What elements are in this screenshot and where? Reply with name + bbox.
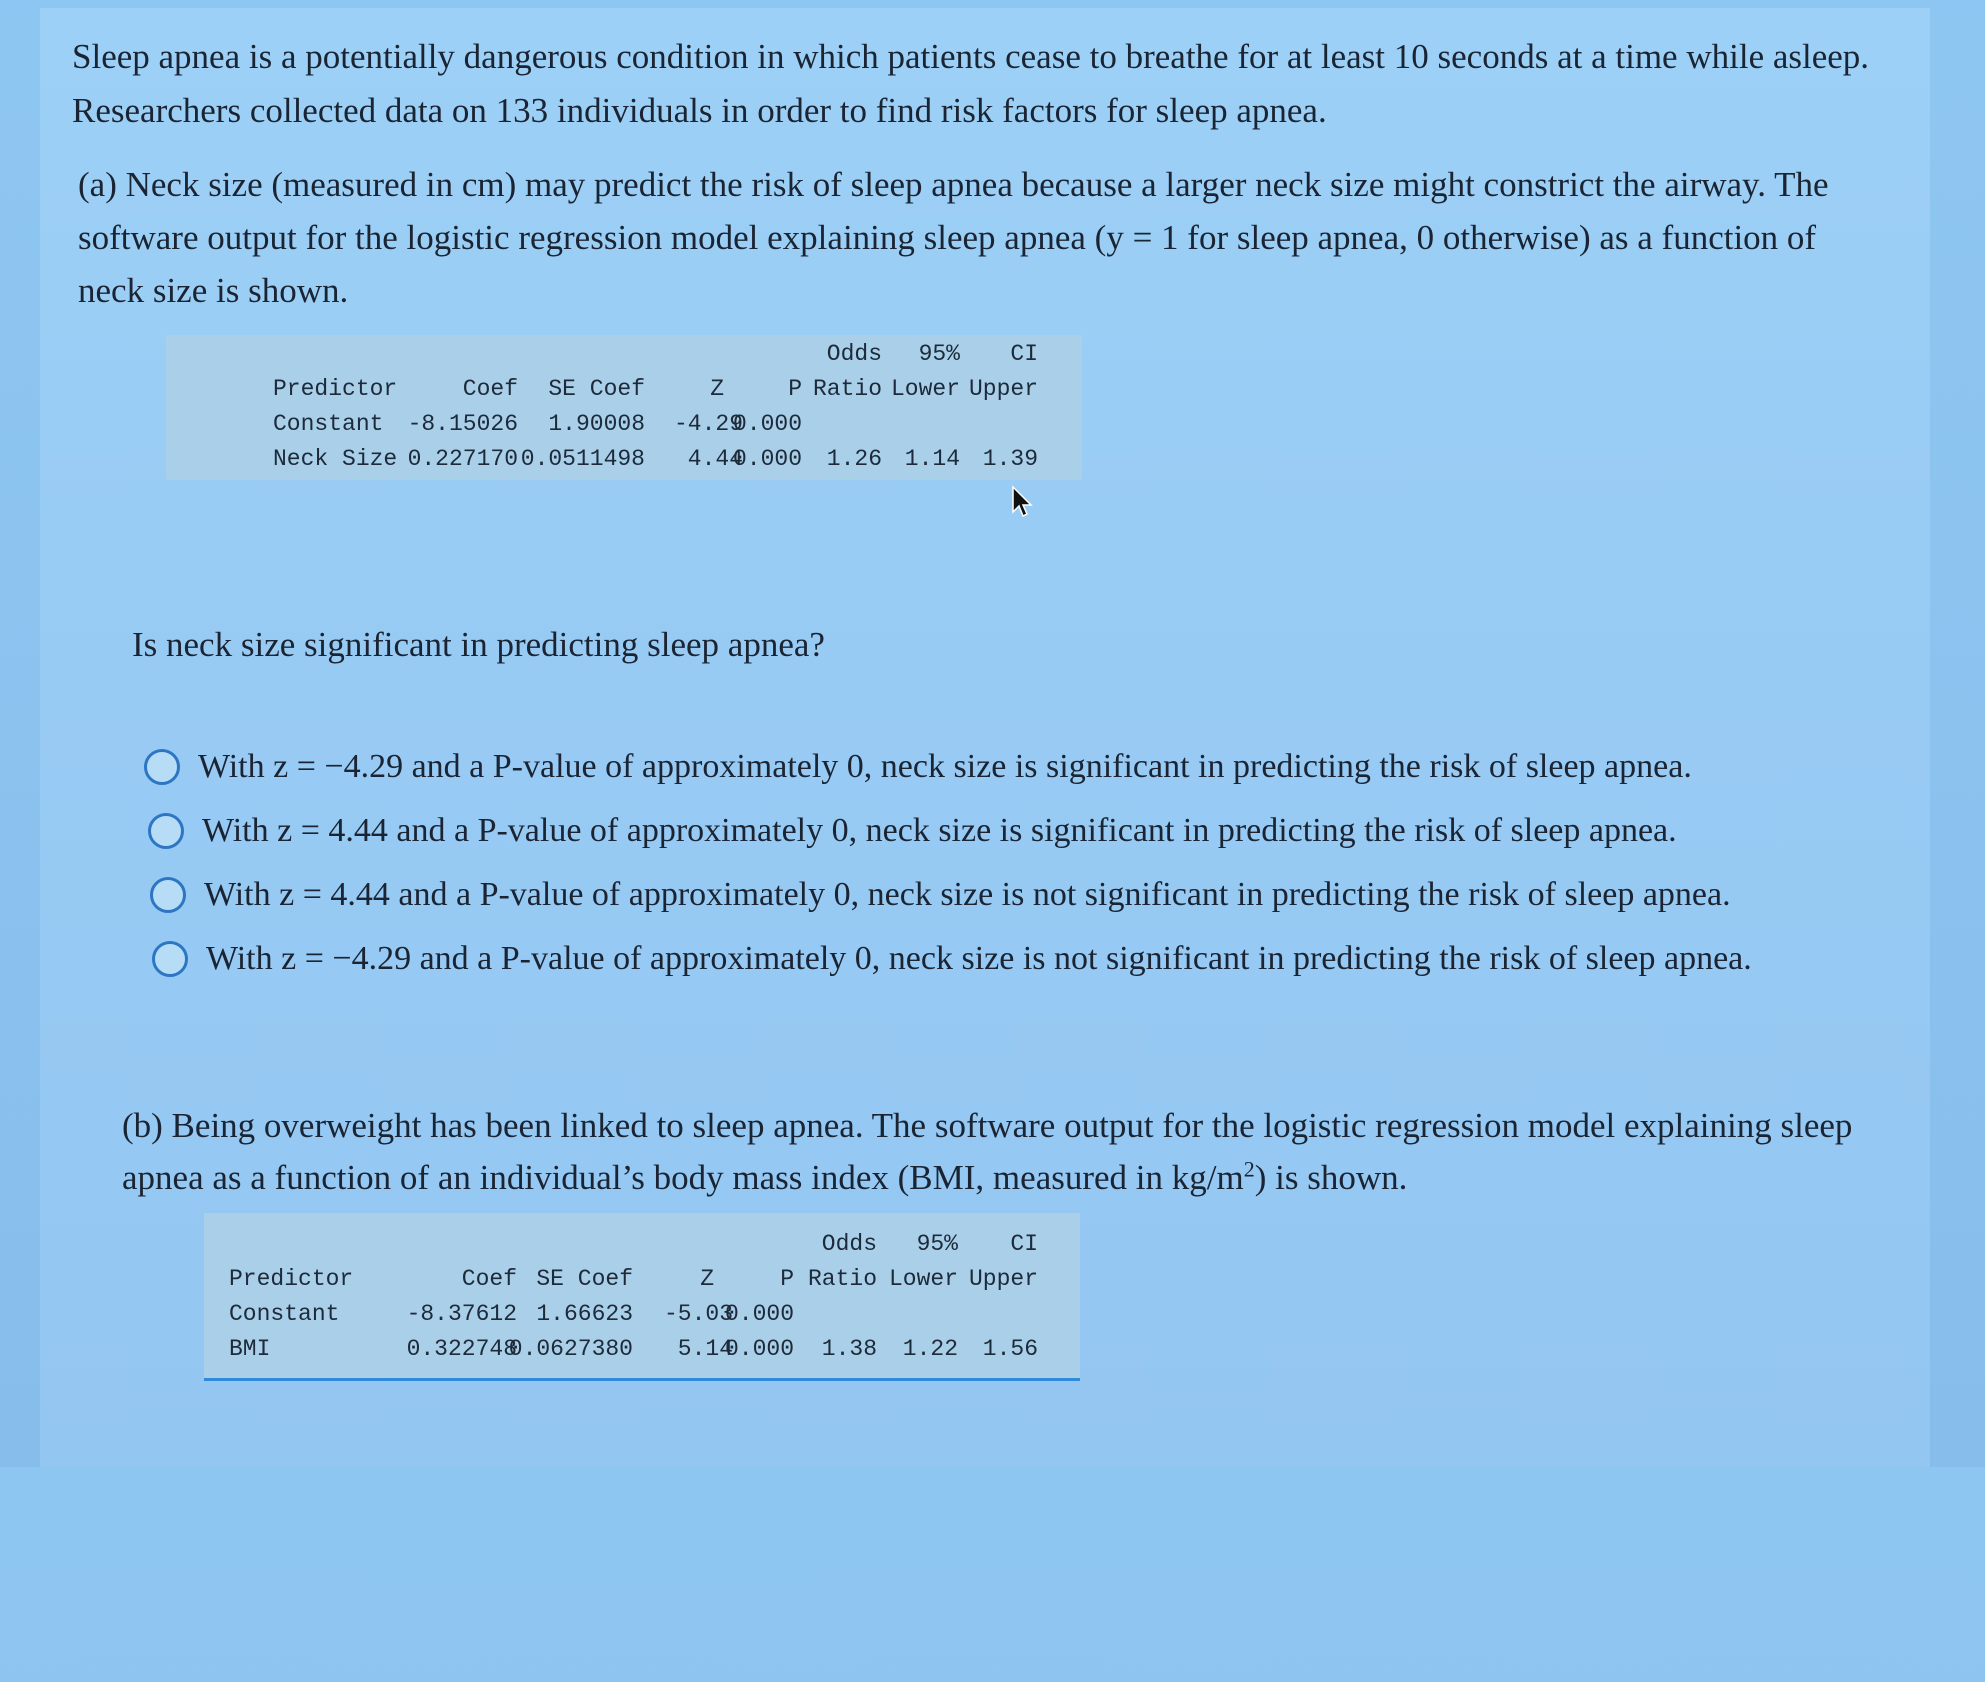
answer-option-3[interactable] — [150, 863, 1924, 927]
cell-predictor: Constant — [273, 411, 384, 437]
cell-coef: 0.322748 — [406, 1336, 517, 1362]
cell-upper: 1.56 — [982, 1336, 1038, 1362]
header-se-coef: SE Coef — [536, 1266, 633, 1292]
option-label: With z = 4.44 and a P-value of approximately 0, neck size is significant in predicting the risk of sleep apnea. — [202, 812, 1677, 849]
header-lower: Lower — [890, 376, 960, 402]
header-coef: Coef — [462, 376, 518, 402]
cell-p: 0.000 — [724, 1336, 794, 1362]
intro-line-2: Researchers collected data on 133 individuals in order to find risk factors for sleep apnea. — [72, 91, 1327, 130]
cell-p: 0.000 — [724, 1301, 794, 1327]
part-b-line-2 — [122, 1152, 1902, 1204]
radio-button[interactable] — [152, 941, 188, 977]
header-z: Z — [710, 376, 724, 402]
header-95: 95% — [916, 1231, 958, 1257]
cell-odds-ratio: 1.38 — [821, 1336, 877, 1362]
header-odds: Odds — [826, 341, 882, 367]
regression-output-bmi — [204, 1213, 1080, 1381]
cell-predictor: Constant — [229, 1301, 340, 1327]
table-header-row-1 — [204, 1227, 1080, 1262]
option-label: With z = 4.44 and a P-value of approximately 0, neck size is not significant in predicting the risk of sleep apnea. — [204, 876, 1731, 913]
intro-line-1: Sleep apnea is a potentially dangerous condition in which patients cease to breathe for at least 10 seconds at a time while asleep. — [72, 37, 1870, 76]
header-p: P — [788, 376, 802, 402]
cell-z: -5.03 — [663, 1301, 733, 1327]
header-ci: CI — [1010, 1231, 1038, 1257]
table-row — [166, 442, 1082, 477]
header-coef: Coef — [461, 1266, 517, 1292]
cell-se-coef: 0.0511498 — [520, 446, 645, 472]
radio-button[interactable] — [150, 877, 186, 913]
intro-text — [72, 30, 1912, 138]
table-header-row-1 — [166, 337, 1082, 372]
part-a-text — [78, 158, 1878, 317]
table-header-row-2 — [204, 1262, 1080, 1297]
option-label: With z = −4.29 and a P-value of approximately 0, neck size is not significant in predicting the risk of sleep apnea. — [206, 940, 1752, 977]
cell-z: 5.14 — [677, 1336, 733, 1362]
cell-predictor: Neck Size — [273, 446, 398, 472]
header-ci: CI — [1010, 341, 1038, 367]
header-95: 95% — [918, 341, 960, 367]
cell-p: 0.000 — [732, 446, 802, 472]
header-se-coef: SE Coef — [548, 376, 645, 402]
radio-button[interactable] — [144, 749, 180, 785]
header-odds: Odds — [821, 1231, 877, 1257]
cell-coef: 0.227170 — [407, 446, 518, 472]
header-upper: Upper — [968, 376, 1038, 402]
cell-se-coef: 1.90008 — [548, 411, 645, 437]
part-b-line-2-end: ) is shown. — [1254, 1158, 1408, 1197]
answer-options — [144, 735, 1924, 991]
header-predictor: Predictor — [273, 376, 398, 402]
cell-coef: -8.37612 — [406, 1301, 517, 1327]
cell-z: 4.44 — [687, 446, 743, 472]
table-header-row-2 — [166, 372, 1082, 407]
answer-option-4[interactable] — [152, 927, 1924, 991]
cell-se-coef: 0.0627380 — [508, 1336, 633, 1362]
part-b-line-2-text: apnea as a function of an individual’s body mass index (BMI, measured in kg/m — [122, 1158, 1244, 1197]
header-lower: Lower — [888, 1266, 958, 1292]
part-a-line-1: (a) Neck size (measured in cm) may predict the risk of sleep apnea because a larger neck size might constrict the airway. The — [78, 165, 1829, 204]
table-row — [204, 1297, 1080, 1332]
part-a-line-2: software output for the logistic regression model explaining sleep apnea (y = 1 for sleep apnea, 0 otherwise) as a function of — [78, 218, 1817, 257]
cell-coef: -8.15026 — [407, 411, 518, 437]
cell-lower: 1.14 — [904, 446, 960, 472]
answer-option-1[interactable] — [144, 735, 1924, 799]
header-predictor: Predictor — [229, 1266, 354, 1292]
superscript-2: 2 — [1243, 1156, 1255, 1182]
table-row — [204, 1332, 1080, 1367]
table-row — [166, 407, 1082, 442]
question-text: Is neck size significant in predicting sleep apnea? — [132, 625, 825, 664]
cell-upper: 1.39 — [982, 446, 1038, 472]
cell-z: -4.29 — [673, 411, 743, 437]
part-a-line-3: neck size is shown. — [78, 271, 349, 310]
cell-odds-ratio: 1.26 — [826, 446, 882, 472]
header-p: P — [780, 1266, 794, 1292]
cell-p: 0.000 — [732, 411, 802, 437]
header-ratio: Ratio — [812, 376, 882, 402]
regression-output-neck-size — [166, 335, 1082, 480]
option-label: With z = −4.29 and a P-value of approximately 0, neck size is significant in predicting the risk of sleep apnea. — [198, 748, 1692, 785]
part-b-line-1: (b) Being overweight has been linked to sleep apnea. The software output for the logistic regression model explaining sleep — [122, 1106, 1853, 1145]
header-z: Z — [700, 1266, 714, 1292]
answer-option-2[interactable] — [148, 799, 1924, 863]
cell-predictor: BMI — [229, 1336, 271, 1362]
header-upper: Upper — [968, 1266, 1038, 1292]
radio-button[interactable] — [148, 813, 184, 849]
cell-se-coef: 1.66623 — [536, 1301, 633, 1327]
cell-lower: 1.22 — [902, 1336, 958, 1362]
mouse-pointer-icon — [1010, 485, 1036, 526]
part-b-text — [122, 1100, 1902, 1204]
header-ratio: Ratio — [807, 1266, 877, 1292]
